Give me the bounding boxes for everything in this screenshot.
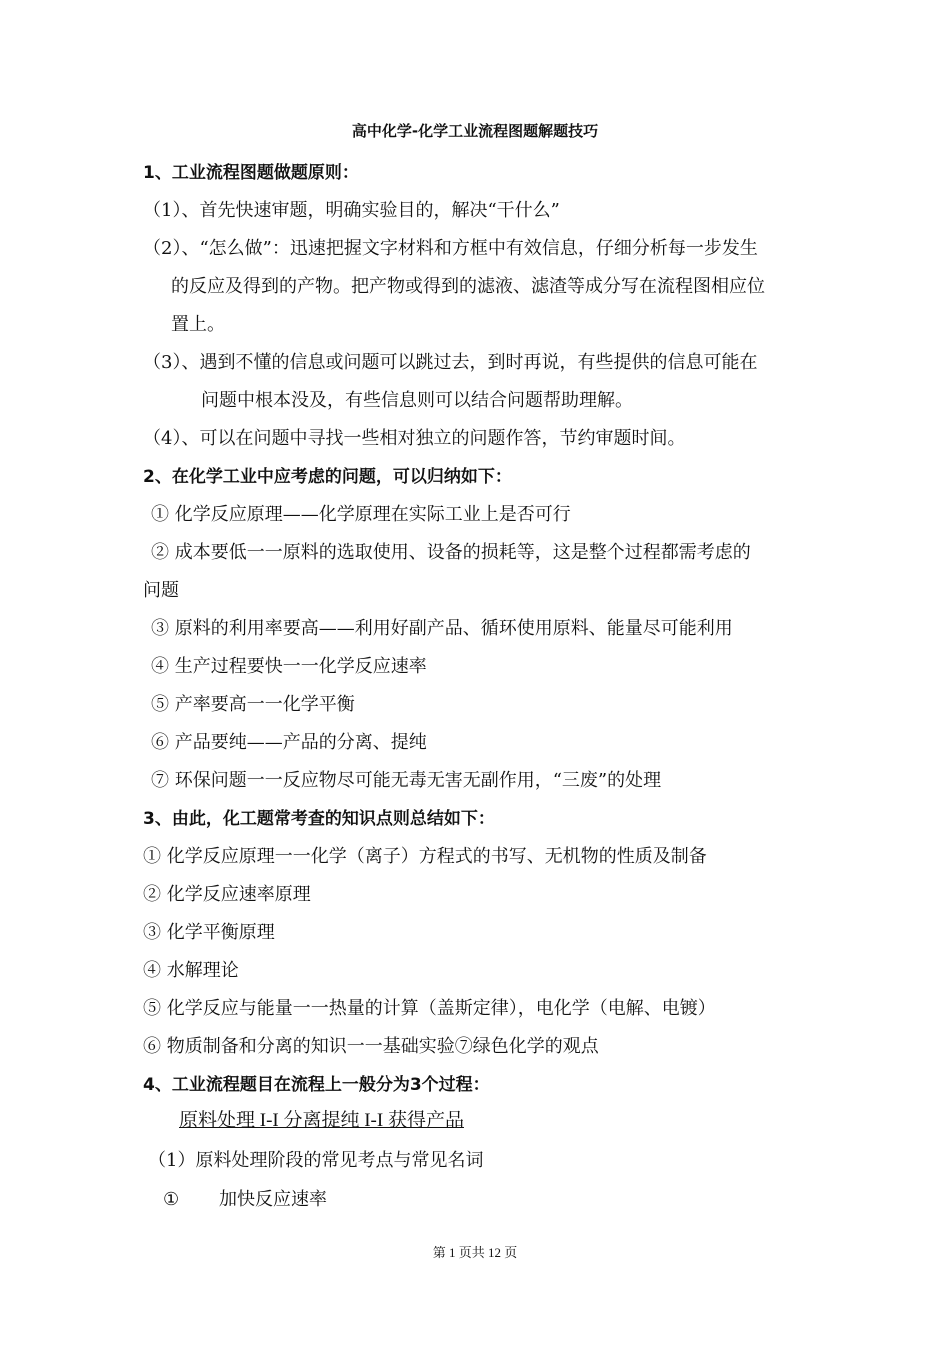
- section2-item-3: ③ 原料的利用率要高——利用好副产品、循环使用原料、能量尽可能利用: [151, 618, 733, 639]
- section2-item-4: ④ 生产过程要快一一化学反应速率: [151, 656, 427, 677]
- section3-item-4: ④ 水解理论: [143, 960, 239, 981]
- section3-item-6: ⑥ 物质制备和分离的知识一一基础实验⑦绿色化学的观点: [143, 1036, 599, 1057]
- section1-paragraph-3-line-1: （3）、遇到不懂的信息或问题可以跳过去，到时再说，有些提供的信息可能在: [143, 352, 758, 373]
- section1-paragraph-3-line-2: 问题中根本没及，有些信息则可以结合问题帮助理解。: [201, 390, 633, 411]
- section3-item-1: ① 化学反应原理一一化学（离子）方程式的书写、无机物的性质及制备: [143, 846, 707, 867]
- section1-paragraph-4: （4）、可以在问题中寻找一些相对独立的问题作答，节约审题时间。: [143, 428, 686, 449]
- section2-item-7: ⑦ 环保问题一一反应物尽可能无毒无害无副作用，“三废”的处理: [151, 770, 662, 791]
- section3-heading: 3、由此，化工题常考查的知识点则总结如下：: [143, 809, 495, 829]
- section1-paragraph-2-line-3: 置上。: [171, 314, 225, 335]
- process-flow-line: 原料处理 I-I 分离提纯 I-I 获得产品: [179, 1110, 464, 1131]
- section3-item-3: ③ 化学平衡原理: [143, 922, 275, 943]
- section1-heading: 1、工业流程图题做题原则：: [143, 163, 359, 183]
- section2-item-5: ⑤ 产率要高一一化学平衡: [151, 694, 355, 715]
- section2-item-6: ⑥ 产品要纯——产品的分离、提纯: [151, 732, 427, 753]
- section1-paragraph-2-line-1: （2）、“怎么做”：迅速把握文字材料和方框中有效信息，仔细分析每一步发生: [143, 238, 758, 259]
- page-footer: 第 1 页共 12 页: [432, 1245, 518, 1260]
- section3-item-5: ⑤ 化学反应与能量一一热量的计算（盖斯定律），电化学（电解、电镀）: [143, 998, 716, 1019]
- section4-sub-item-1-text: 加快反应速率: [219, 1189, 327, 1210]
- section3-item-2: ② 化学反应速率原理: [143, 884, 311, 905]
- section1-paragraph-1: （1）、首先快速审题，明确实验目的，解决“干什么”: [143, 200, 560, 221]
- section2-heading: 2、在化学工业中应考虑的问题，可以归纳如下：: [143, 467, 512, 487]
- document-title: 高中化学-化学工业流程图题解题技巧: [351, 122, 599, 140]
- section4-heading: 4、工业流程题目在流程上一般分为3个过程：: [143, 1075, 490, 1095]
- section1-paragraph-2-line-2: 的反应及得到的产物。把产物或得到的滤液、滤渣等成分写在流程图相应位: [171, 276, 765, 297]
- section2-item-2-line-2: 问题: [143, 580, 179, 601]
- section4-subheading-1: （1）原料处理阶段的常见考点与常见名词: [148, 1150, 484, 1171]
- section2-item-2-line-1: ② 成本要低一一原料的选取使用、设备的损耗等，这是整个过程都需考虑的: [151, 542, 751, 563]
- section4-sub-item-1-number: ①: [163, 1189, 180, 1210]
- section2-item-1: ① 化学反应原理——化学原理在实际工业上是否可行: [151, 504, 571, 525]
